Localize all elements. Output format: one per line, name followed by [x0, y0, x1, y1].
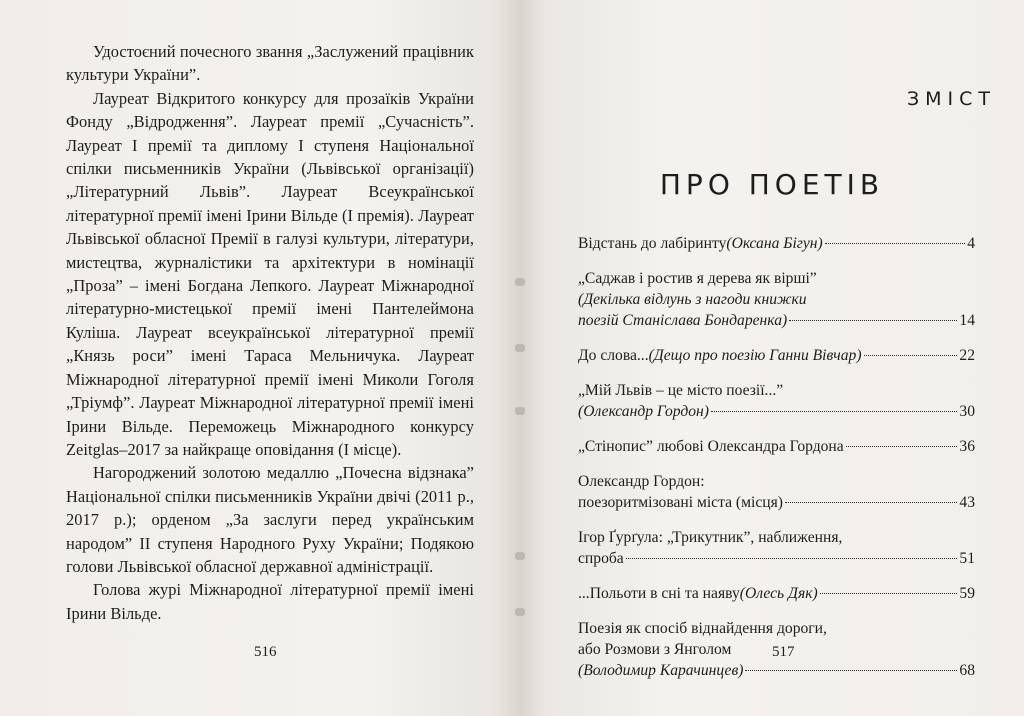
section-label: ЗМІСТ: [906, 88, 996, 110]
toc-entry: [578, 583, 975, 604]
toc-entry-title: „Стінопис” любові Олександра Гордона: [578, 438, 844, 455]
bio-paragraph: Лауреат Відкритого конкурсу для прозаїків України Фонду „Відродження”. Лауреат премії „Сучасність”. Лауреат І премії та диплому І ступеня Національної спілки письменників України (Львівської організації) „Літературний Львів”. Лауреат Всеукраїнської літературної премії імені Ірини Вільде (І премія). Лауреат Львівської обласної Премії в галузі культури, літератури, мистецтва, журналістики та архітектури в номінації „Проза” – імені Богдана Лепкого. Лауреат Міжнародної літературно-мистецької премії імені Пантелеймона Куліша. Лауреат всеукраїнської літературної премії „Князь роси” імені Тараса Мельничука. Лауреат Міжнародної літературної премії імені Миколи Гоголя „Тріумф”. Лауреат Міжнародної літературної премії імені Ірини Вільде. Переможець Міжнародного конкурсу Zeitglas–2017 за найкраще оповідання (І місце).: [66, 88, 474, 459]
toc-entry-title: „Саджав і ростив я дерева як вірші”: [578, 270, 817, 287]
toc-entry-title: Олександр Гордон:: [578, 473, 705, 490]
toc-page-number: 68: [959, 662, 975, 679]
toc-entry-title: (Олександр Гордон): [578, 403, 709, 420]
bio-paragraph: Голова журі Міжнародної літературної премії імені Ірини Вільде.: [66, 580, 474, 623]
page-number-left: 516: [254, 644, 277, 660]
toc-entry-author: (Дещо про поезію Ганни Вівчар): [648, 347, 862, 364]
binding-stitch: [515, 552, 525, 560]
dot-leader: [711, 411, 957, 412]
toc-entry-author: (Олесь Дяк): [739, 585, 818, 602]
toc-entry: [578, 233, 975, 254]
toc-line: [578, 345, 975, 366]
toc-entry: [578, 268, 975, 331]
toc-page-number: 4: [967, 235, 975, 252]
binding-stitch: [515, 407, 525, 415]
toc-line: [578, 310, 975, 331]
page-title: ПРО ПОЕТІВ: [659, 168, 885, 201]
toc-entry: [578, 471, 975, 513]
toc-entry: [578, 527, 975, 569]
toc-entry-title: або Розмови з Янголом: [578, 641, 732, 658]
toc-entry-title: ...Польоти в сні та наяву: [578, 585, 740, 602]
toc-line: [578, 583, 975, 604]
toc-entry: [578, 436, 975, 457]
toc-entry-title: До слова...: [578, 347, 649, 364]
toc-page-number: 30: [959, 403, 975, 420]
toc-line: [578, 660, 975, 681]
dot-leader: [846, 446, 958, 447]
toc-page-number: 43: [959, 494, 975, 511]
toc-line: [578, 233, 975, 254]
dot-leader: [785, 502, 957, 503]
toc-entry: [578, 380, 975, 422]
toc-entry-title: Ігор Ґурґула: „Трикутник”, наближення,: [578, 529, 843, 546]
toc-entry-title: (Декілька відлунь з нагоди книжки: [578, 291, 807, 308]
binding-stitch: [515, 608, 525, 616]
toc-line: [578, 401, 975, 422]
bio-paragraph: Нагороджений золотою медаллю „Почесна відзнака” Національної спілки письменників України двічі (2011 р., 2017 р.); орденом „За заслуги перед українським народом” ІІ ступеня Народного Руху України; Подякою голови Львівської обласної державної адміністрації.: [66, 463, 474, 576]
table-of-contents: [578, 233, 975, 695]
binding-stitch: [515, 278, 525, 286]
toc-page-number: 59: [959, 585, 975, 602]
toc-page-number: 14: [959, 312, 975, 329]
toc-entry-title: Відстань до лабіринту: [578, 235, 727, 252]
right-page: [520, 0, 1024, 716]
toc-line: [578, 492, 975, 513]
dot-leader: [626, 558, 958, 559]
toc-line: [578, 289, 975, 310]
toc-entry-title: „Мій Львів – це місто поезії...”: [578, 382, 784, 399]
dot-leader: [820, 593, 958, 594]
toc-line: [578, 471, 975, 492]
dot-leader: [825, 243, 965, 244]
toc-entry-title: Поезія як спосіб віднайдення дороги,: [578, 620, 827, 637]
toc-line: [578, 268, 975, 289]
dot-leader: [745, 670, 957, 671]
toc-line: [578, 548, 975, 569]
toc-line: [578, 436, 975, 457]
bio-paragraph: Удостоєний почесного звання „Заслужений працівник культури України”.: [66, 42, 474, 85]
toc-page-number: 51: [959, 550, 975, 567]
toc-entry-title: спроба: [578, 550, 624, 567]
binding-stitch: [515, 344, 525, 352]
toc-page-number: 22: [959, 347, 975, 364]
toc-entry: [578, 345, 975, 366]
dot-leader: [789, 320, 957, 321]
toc-entry-author: (Оксана Бігун): [726, 235, 823, 252]
toc-page-number: 36: [959, 438, 975, 455]
dot-leader: [864, 355, 958, 356]
toc-entry-title: поезій Станіслава Бондаренка): [578, 312, 788, 329]
biography-text: [66, 40, 474, 625]
page-number-right: 517: [772, 644, 795, 660]
toc-entry-title: поезоритмізовані міста (місця): [578, 494, 783, 511]
toc-entry-title: (Володимир Карачинцев): [578, 662, 744, 679]
toc-line: [578, 618, 975, 639]
toc-line: [578, 527, 975, 548]
toc-line: [578, 380, 975, 401]
